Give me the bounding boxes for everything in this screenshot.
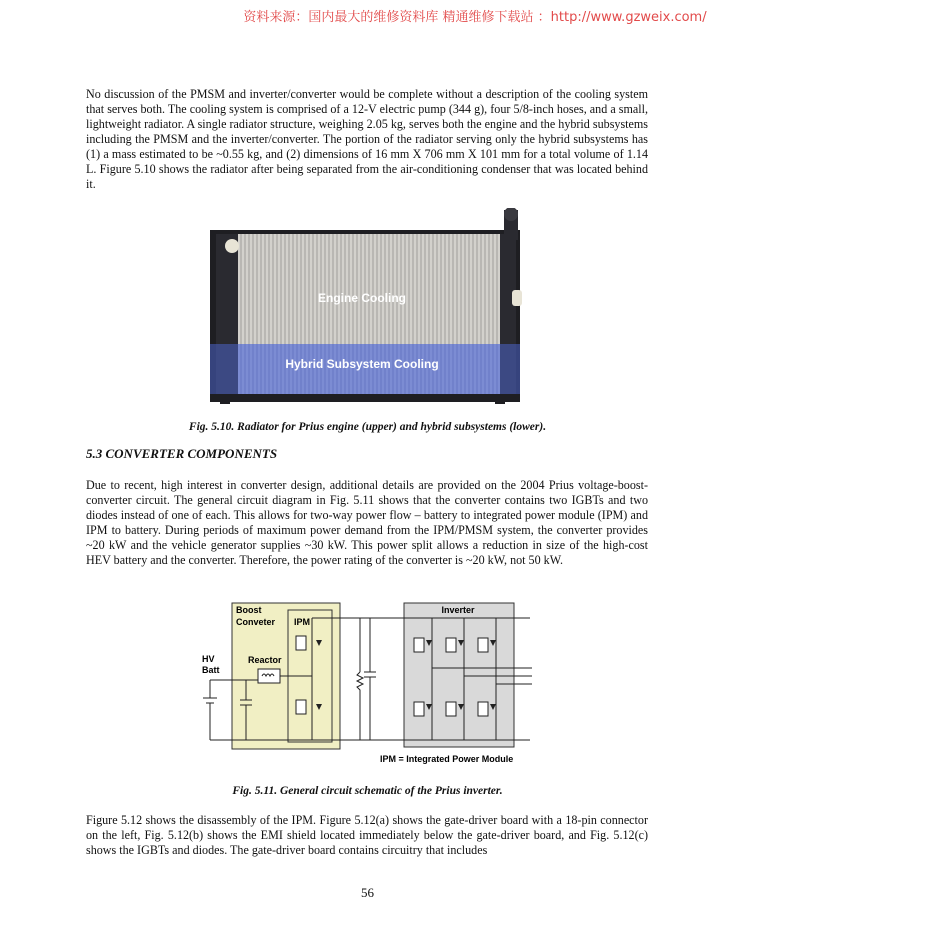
reactor-label: Reactor	[248, 655, 282, 665]
ipm-legend: IPM = Integrated Power Module	[380, 754, 514, 764]
boost-label-1: Boost	[236, 605, 262, 615]
figure-510-caption: Fig. 5.10. Radiator for Prius engine (upper) and hybrid subsystems (lower).	[188, 421, 547, 433]
paragraph-cooling-system: No discussion of the PMSM and inverter/converter would be complete without a description of the cooling system that serves both. The cooling system is comprised of a 12-V electric pump (344 g), four 5/8-inch hoses, and a small, lightweight radiator. A single radiator structure, weighing 2.05 kg, serves both the engine and the hybrid subsystems including the PMSM and the inverter/converter. The portion of the radiator serving only the hybrid subsystems has (1) a mass estimated to be ~0.55 kg, and (2) dimensions of 16 mm X 706 mm X 101 mm for a total volume of 1.14 L. Figure 5.10 shows the radiator after being separated from the air-conditioning condenser that was located behind it.	[86, 87, 648, 191]
paragraph-converter: Due to recent, high interest in converter design, additional details are provided on the 2004 Prius voltage-boost-converter circuit. The general circuit diagram in Fig. 5.11 shows that the converter contains two IGBTs and two diodes instead of one of each. This allows for two-way power flow – battery to integrated power module (IPM) and IPM to battery. During periods of maximum power demand from the IPM/PMSM system, the converter provides ~20 kW and the vehicle generator supplies ~30 kW. This power split allows a reduction in size of the high-cost HEV battery and the converter. Therefore, the power rating of the converter is ~20 kW, not 50 kW.	[86, 478, 648, 567]
hv-label-2: Batt	[202, 665, 220, 675]
page-number: 56	[361, 885, 374, 900]
radiator-photo	[210, 208, 530, 408]
inverter-block	[404, 603, 514, 747]
hv-label-1: HV	[202, 654, 215, 664]
engine-cooling-core	[238, 234, 500, 344]
figure-511-caption: Fig. 5.11. General circuit schematic of the Prius inverter.	[232, 785, 503, 797]
hybrid-cooling-label: Hybrid Subsystem Cooling	[285, 357, 439, 371]
engine-cooling-label: Engine Cooling	[318, 291, 406, 305]
paragraph-ipm-disassembly: Figure 5.12 shows the disassembly of the IPM. Figure 5.12(a) shows the gate-driver board with a 18-pin connector on the left, Fig. 5.12(b) shows the EMI shield located immediately below the gate-driver board, and Fig. 5.12(c) shows the IGBTs and diodes. The gate-driver board contains circuitry that includes	[86, 813, 648, 857]
boost-label-2: Conveter	[236, 617, 276, 627]
source-watermark: 资料来源：国内最大的维修资料库 精通维修下载站 ：http://www.gzweix.com/	[243, 10, 707, 25]
ipm-label: IPM	[294, 617, 311, 627]
section-heading: 5.3 CONVERTER COMPONENTS	[86, 446, 278, 461]
inverter-label: Inverter	[441, 605, 475, 615]
circuit-schematic	[200, 600, 540, 766]
